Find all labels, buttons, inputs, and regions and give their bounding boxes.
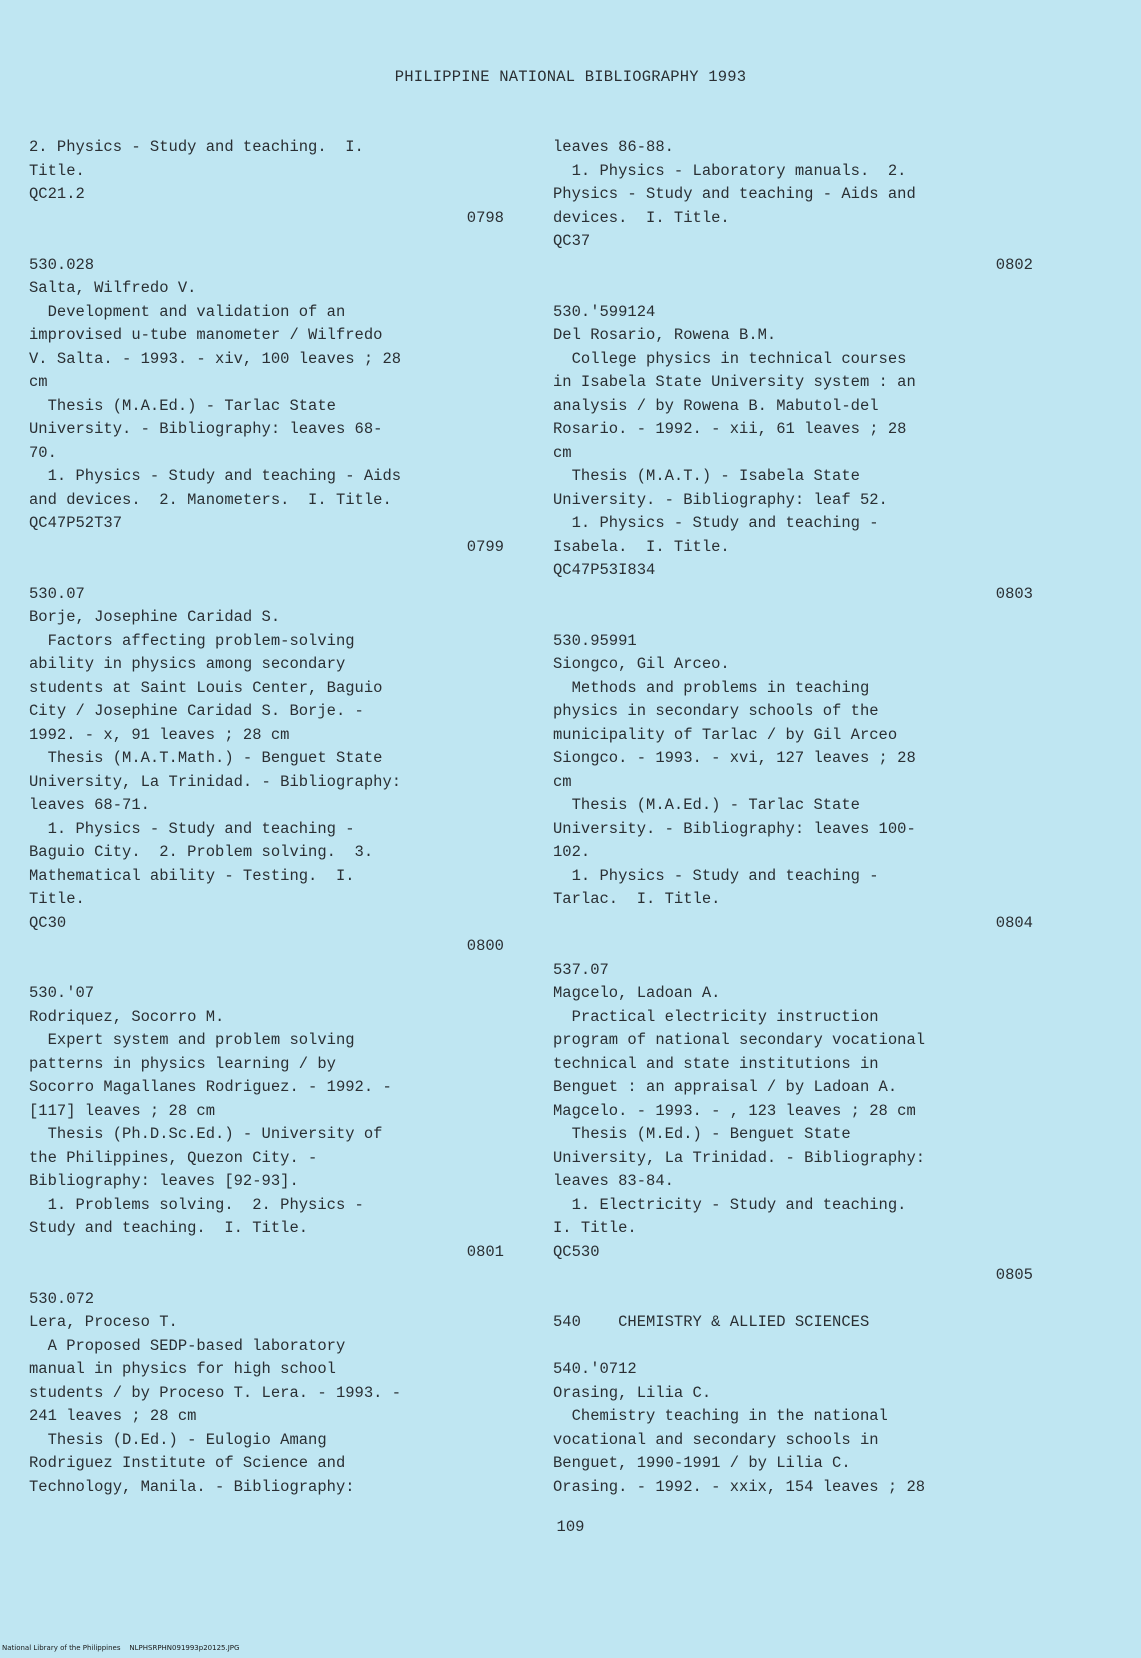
- entry-number: 0805: [995, 1266, 1033, 1284]
- entry-line: Thesis (D.Ed.) - Eulogio Amang: [29, 1430, 327, 1449]
- entry-line: physics in secondary schools of the: [553, 702, 879, 720]
- entry-line: 102.: [553, 843, 591, 861]
- entry-line: Baguio City. 2. Problem solving. 3.: [29, 843, 374, 861]
- entry-line: Chemistry teaching in the national: [553, 1407, 888, 1425]
- entry-line: University. - Bibliography: leaves 68-: [29, 420, 383, 438]
- section-heading: [553, 1311, 1033, 1335]
- entry-line: Siongco. - 1993. - xvi, 127 leaves ; 28: [553, 749, 916, 767]
- entry-line: QC47P52T37: [29, 514, 123, 532]
- entry-line: 1. Physics - Laboratory manuals. 2.: [553, 161, 907, 180]
- entry-line: students at Saint Louis Center, Baguio: [29, 678, 383, 697]
- entry-line: University. - Bibliography: leaf 52.: [553, 490, 888, 509]
- entry-line: QC47P53I834: [553, 561, 656, 579]
- entry-line: 530.95991: [553, 631, 637, 650]
- entry-line: program of national secondary vocational: [553, 1031, 926, 1049]
- entry-line: devices. I. Title.: [553, 208, 730, 227]
- entry-line: Title.: [29, 890, 85, 908]
- entry-line: Orasing. - 1992. - xxix, 154 leaves ; 28: [553, 1477, 926, 1496]
- entry-line: leaves 86-88.: [553, 138, 674, 156]
- left-column: [29, 136, 504, 1499]
- entry-line: Mathematical ability - Testing. I.: [29, 866, 355, 885]
- entry-line: University. - Bibliography: leaves 100-: [553, 819, 916, 838]
- entry-line: Rosario. - 1992. - xii, 61 leaves ; 28: [553, 420, 907, 438]
- entry-line: 70.: [29, 443, 57, 462]
- entry-line: Orasing, Lilia C.: [553, 1383, 712, 1402]
- entry-line: QC37: [553, 232, 591, 250]
- entry-line: 1. Physics - Study and teaching - Aids: [29, 467, 402, 485]
- entry-line: College physics in technical courses: [553, 349, 907, 368]
- entry-line: cm: [553, 772, 572, 791]
- entry-line: the Philippines, Quezon City. -: [29, 1148, 318, 1167]
- entry-line: Magcelo, Ladoan A.: [553, 984, 721, 1002]
- entry-line: University, La Trinidad. - Bibliography:: [553, 1148, 926, 1167]
- entry-line: analysis / by Rowena B. Mabutol-del: [553, 396, 879, 415]
- entry-line: Title.: [29, 161, 85, 180]
- entry-line: Borje, Josephine Caridad S.: [29, 608, 281, 626]
- entry-line: Rodriquez, Socorro M.: [29, 1007, 225, 1026]
- entry-line: Salta, Wilfredo V.: [29, 279, 197, 297]
- entry-number: 0804: [995, 913, 1033, 932]
- entry-line: Study and teaching. I. Title.: [29, 1219, 309, 1237]
- bibliography-entry: [553, 301, 1033, 607]
- entry-line: and devices. 2. Manometers. I. Title.: [29, 490, 392, 509]
- entry-line: A Proposed SEDP-based laboratory: [29, 1336, 346, 1355]
- bibliography-entry: [29, 982, 504, 1264]
- entry-line: Methods and problems in teaching: [553, 678, 870, 697]
- entry-line: Thesis (M.A.T.Math.) - Benguet State: [29, 749, 383, 767]
- entry-line: 530.072: [29, 1289, 95, 1308]
- page-number: 109: [556, 1518, 585, 1536]
- entry-line: patterns in physics learning / by: [29, 1054, 336, 1073]
- entry-line: V. Salta. - 1993. - xiv, 100 leaves ; 28: [29, 349, 402, 368]
- entry-line: leaves 68-71.: [29, 796, 150, 814]
- entry-line: 540.'0712: [553, 1360, 637, 1378]
- entry-line: 1. Physics - Study and teaching -: [29, 819, 355, 838]
- entry-line: 530.'599124: [553, 302, 656, 321]
- bibliography-entry: [553, 959, 1033, 1288]
- entry-line: municipality of Tarlac / by Gil Arceo: [553, 725, 898, 744]
- entry-line: Thesis (M.Ed.) - Benguet State: [553, 1125, 851, 1143]
- entry-line: 241 leaves ; 28 cm: [29, 1407, 197, 1425]
- bibliography-entry: [29, 583, 504, 959]
- entry-line: Del Rosario, Rowena B.M.: [553, 326, 777, 344]
- entry-line: leaves 83-84.: [553, 1172, 674, 1190]
- entry-line: Thesis (M.A.Ed.) - Tarlac State: [553, 796, 860, 814]
- entry-line: 537.07: [553, 960, 609, 979]
- entry-line: 1. Physics - Study and teaching -: [553, 514, 879, 532]
- entry-line: Factors affecting problem-solving: [29, 631, 355, 650]
- entry-line: in Isabela State University system : an: [553, 373, 916, 391]
- entry-line: Technology, Manila. - Bibliography:: [29, 1477, 355, 1496]
- entry-line: 530.07: [29, 584, 85, 603]
- entry-line: Rodriguez Institute of Science and: [29, 1454, 346, 1472]
- entry-line: Thesis (Ph.D.Sc.Ed.) - University of: [29, 1125, 383, 1143]
- entry-line: City / Josephine Caridad S. Borje. -: [29, 702, 364, 720]
- entry-number: 0801: [466, 1242, 504, 1261]
- bibliography-entry: [29, 254, 504, 560]
- entry-line: ability in physics among secondary: [29, 655, 346, 673]
- bibliography-entry: [553, 1358, 1033, 1499]
- entry-line: Isabela. I. Title.: [553, 537, 730, 556]
- entry-number: 0800: [466, 937, 504, 955]
- entry-line: Expert system and problem solving: [29, 1031, 355, 1049]
- entry-line: manual in physics for high school: [29, 1360, 336, 1378]
- page-title: PHILIPPINE NATIONAL BIBLIOGRAPHY 1993: [394, 68, 747, 86]
- entry-line: cm: [29, 373, 48, 391]
- entry-line: 1. Physics - Study and teaching -: [553, 866, 879, 885]
- entry-line: Development and validation of an: [29, 302, 346, 321]
- entry-line: 1. Problems solving. 2. Physics -: [29, 1195, 364, 1214]
- entry-number: 0799: [466, 537, 504, 556]
- bibliography-entry: [553, 630, 1033, 936]
- entry-line: improvised u-tube manometer / Wilfredo: [29, 326, 383, 344]
- entry-line: Practical electricity instruction: [553, 1007, 879, 1026]
- entry-line: Bibliography: leaves [92-93].: [29, 1172, 299, 1190]
- entry-line: QC530: [553, 1242, 600, 1261]
- entry-line: technical and state institutions in: [553, 1054, 879, 1073]
- bibliography-entry: [553, 136, 1033, 277]
- entry-line: Thesis (M.A.Ed.) - Tarlac State: [29, 396, 336, 415]
- entry-line: 530.028: [29, 255, 95, 274]
- footer-caption: National Library of the Philippines NLPHSRPHN091993p20125.JPG: [2, 1644, 240, 1652]
- entry-line: Benguet, 1990-1991 / by Lilia C.: [553, 1454, 851, 1472]
- entry-number: 0803: [995, 584, 1033, 603]
- entry-line: Socorro Magallanes Rodriguez. - 1992. -: [29, 1078, 392, 1096]
- entry-number: 0802: [995, 255, 1033, 274]
- entry-line: vocational and secondary schools in: [553, 1430, 879, 1449]
- section-heading-text: 540 CHEMISTRY & ALLIED SCIENCES: [553, 1313, 870, 1331]
- bibliography-entry: [29, 136, 504, 230]
- entry-line: 1. Electricity - Study and teaching.: [553, 1195, 907, 1214]
- entry-line: 530.'07: [29, 984, 95, 1002]
- right-column: [553, 136, 1033, 1499]
- entry-line: I. Title.: [553, 1219, 637, 1237]
- entry-line: Magcelo. - 1993. - , 123 leaves ; 28 cm: [553, 1101, 916, 1120]
- bibliography-entry: [29, 1288, 504, 1500]
- entry-line: 2. Physics - Study and teaching. I.: [29, 138, 364, 156]
- entry-line: Siongco, Gil Arceo.: [553, 655, 730, 673]
- entry-line: University, La Trinidad. - Bibliography:: [29, 772, 402, 791]
- entry-line: [117] leaves ; 28 cm: [29, 1101, 216, 1120]
- entry-number: 0798: [466, 208, 504, 227]
- entry-line: Thesis (M.A.T.) - Isabela State: [553, 467, 860, 485]
- entry-line: cm: [553, 443, 572, 462]
- entry-line: Lera, Proceso T.: [29, 1313, 178, 1331]
- entry-line: students / by Proceso T. Lera. - 1993. -: [29, 1383, 402, 1402]
- entry-line: QC30: [29, 913, 67, 932]
- entry-line: Tarlac. I. Title.: [553, 890, 721, 908]
- entry-line: Benguet : an appraisal / by Ladoan A.: [553, 1078, 898, 1096]
- entry-line: QC21.2: [29, 185, 85, 203]
- entry-line: Physics - Study and teaching - Aids and: [553, 185, 916, 203]
- entry-line: 1992. - x, 91 leaves ; 28 cm: [29, 725, 290, 744]
